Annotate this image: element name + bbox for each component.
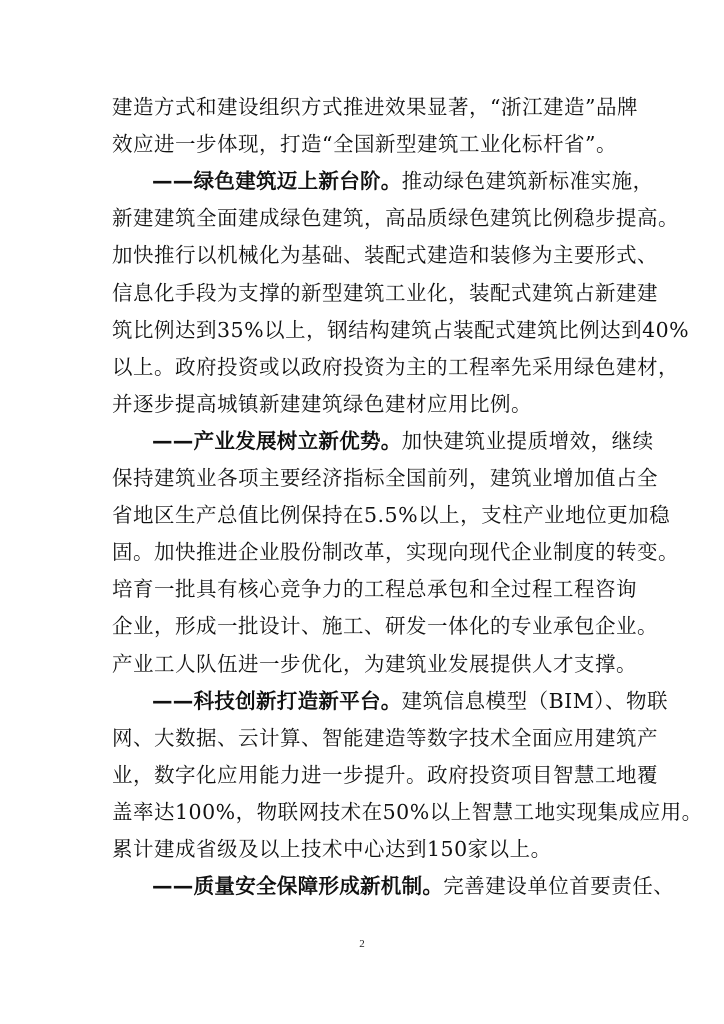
- section-heading: ——科技创新打造新平台。: [152, 688, 402, 713]
- text-line: [112, 649, 637, 679]
- text-line: [112, 537, 679, 567]
- text-line: [112, 611, 658, 641]
- line-text: 盖率达100%，物联网技术在50%以上智慧工地实现集成应用。: [112, 799, 703, 824]
- text-line: [112, 129, 632, 159]
- line-text: 培育一批具有核心竞争力的工程总承包和全过程工程咨询: [112, 577, 637, 602]
- text-line: [112, 389, 632, 419]
- text-line: [112, 574, 637, 604]
- text-line: [112, 500, 671, 530]
- text-line: [112, 240, 658, 270]
- line-text: 网、大数据、云计算、智能建造等数字技术全面应用建筑产: [112, 725, 658, 750]
- line-text: 建造方式和建设组织方式推进效果显著，“浙江建造”品牌: [112, 95, 638, 119]
- line-text: 固。加快推进企业股份制改革，实现向现代企业制度的转变。: [112, 540, 679, 565]
- line-text: 效应进一步体现，打造“全国新型建筑工业化标杆省”。: [112, 132, 617, 157]
- line-text: 产业工人队伍进一步优化，为建筑业发展提供人才支撑。: [112, 651, 637, 676]
- line-text: 建筑信息模型（BIM）、物联: [401, 688, 669, 713]
- line-text: 企业，形成一批设计、施工、研发一体化的专业承包企业。: [112, 614, 658, 639]
- text-line: [112, 723, 658, 753]
- line-text: 信息化手段为支撑的新型建筑工业化，装配式建筑占新建建: [112, 280, 658, 305]
- line-text: 加快推行以机械化为基础、装配式建造和装修为主要形式、: [112, 243, 658, 268]
- text-line: [112, 278, 658, 308]
- line-text: 新建建筑全面建成绿色建筑，高品质绿色建筑比例稳步提高。: [112, 206, 679, 231]
- text-line: [112, 797, 703, 827]
- text-line: [112, 203, 679, 233]
- line-text: 省地区生产总值比例保持在5.5%以上，支柱产业地位更加稳: [112, 503, 671, 528]
- text-line: [112, 352, 679, 382]
- text-line: [152, 686, 669, 716]
- text-line: [152, 871, 675, 901]
- text-line: [152, 426, 654, 456]
- line-text: 以上。政府投资或以政府投资为主的工程率先采用绿色建材，: [112, 354, 679, 379]
- text-line: [152, 166, 654, 196]
- text-line: [112, 463, 658, 493]
- text-line: [112, 92, 638, 122]
- text-line: [112, 315, 690, 345]
- page-number: 2: [359, 938, 365, 950]
- line-text: 完善建设单位首要责任、: [443, 874, 675, 899]
- line-text: 加快建筑业提质增效，继续: [401, 428, 654, 453]
- line-text: 筑比例达到35%以上，钢结构建筑占装配式建筑比例达到40%: [112, 317, 690, 342]
- line-text: 保持建筑业各项主要经济指标全国前列，建筑业增加值占全: [112, 466, 658, 490]
- line-text: 并逐步提高城镇新建建筑绿色建材应用比例。: [112, 391, 532, 416]
- section-heading: ——产业发展树立新优势。: [152, 428, 402, 453]
- line-text: 业，数字化应用能力进一步提升。政府投资项目智慧工地覆: [112, 762, 658, 787]
- text-line: [112, 834, 632, 864]
- section-heading: ——绿色建筑迈上新台阶。: [152, 169, 402, 194]
- line-text: 累计建成省级及以上技术中心达到150家以上。: [112, 837, 552, 861]
- section-heading: ——质量安全保障形成新机制。: [152, 874, 444, 899]
- line-text: 推动绿色建筑新标准实施，: [401, 169, 654, 194]
- text-line: [112, 760, 658, 790]
